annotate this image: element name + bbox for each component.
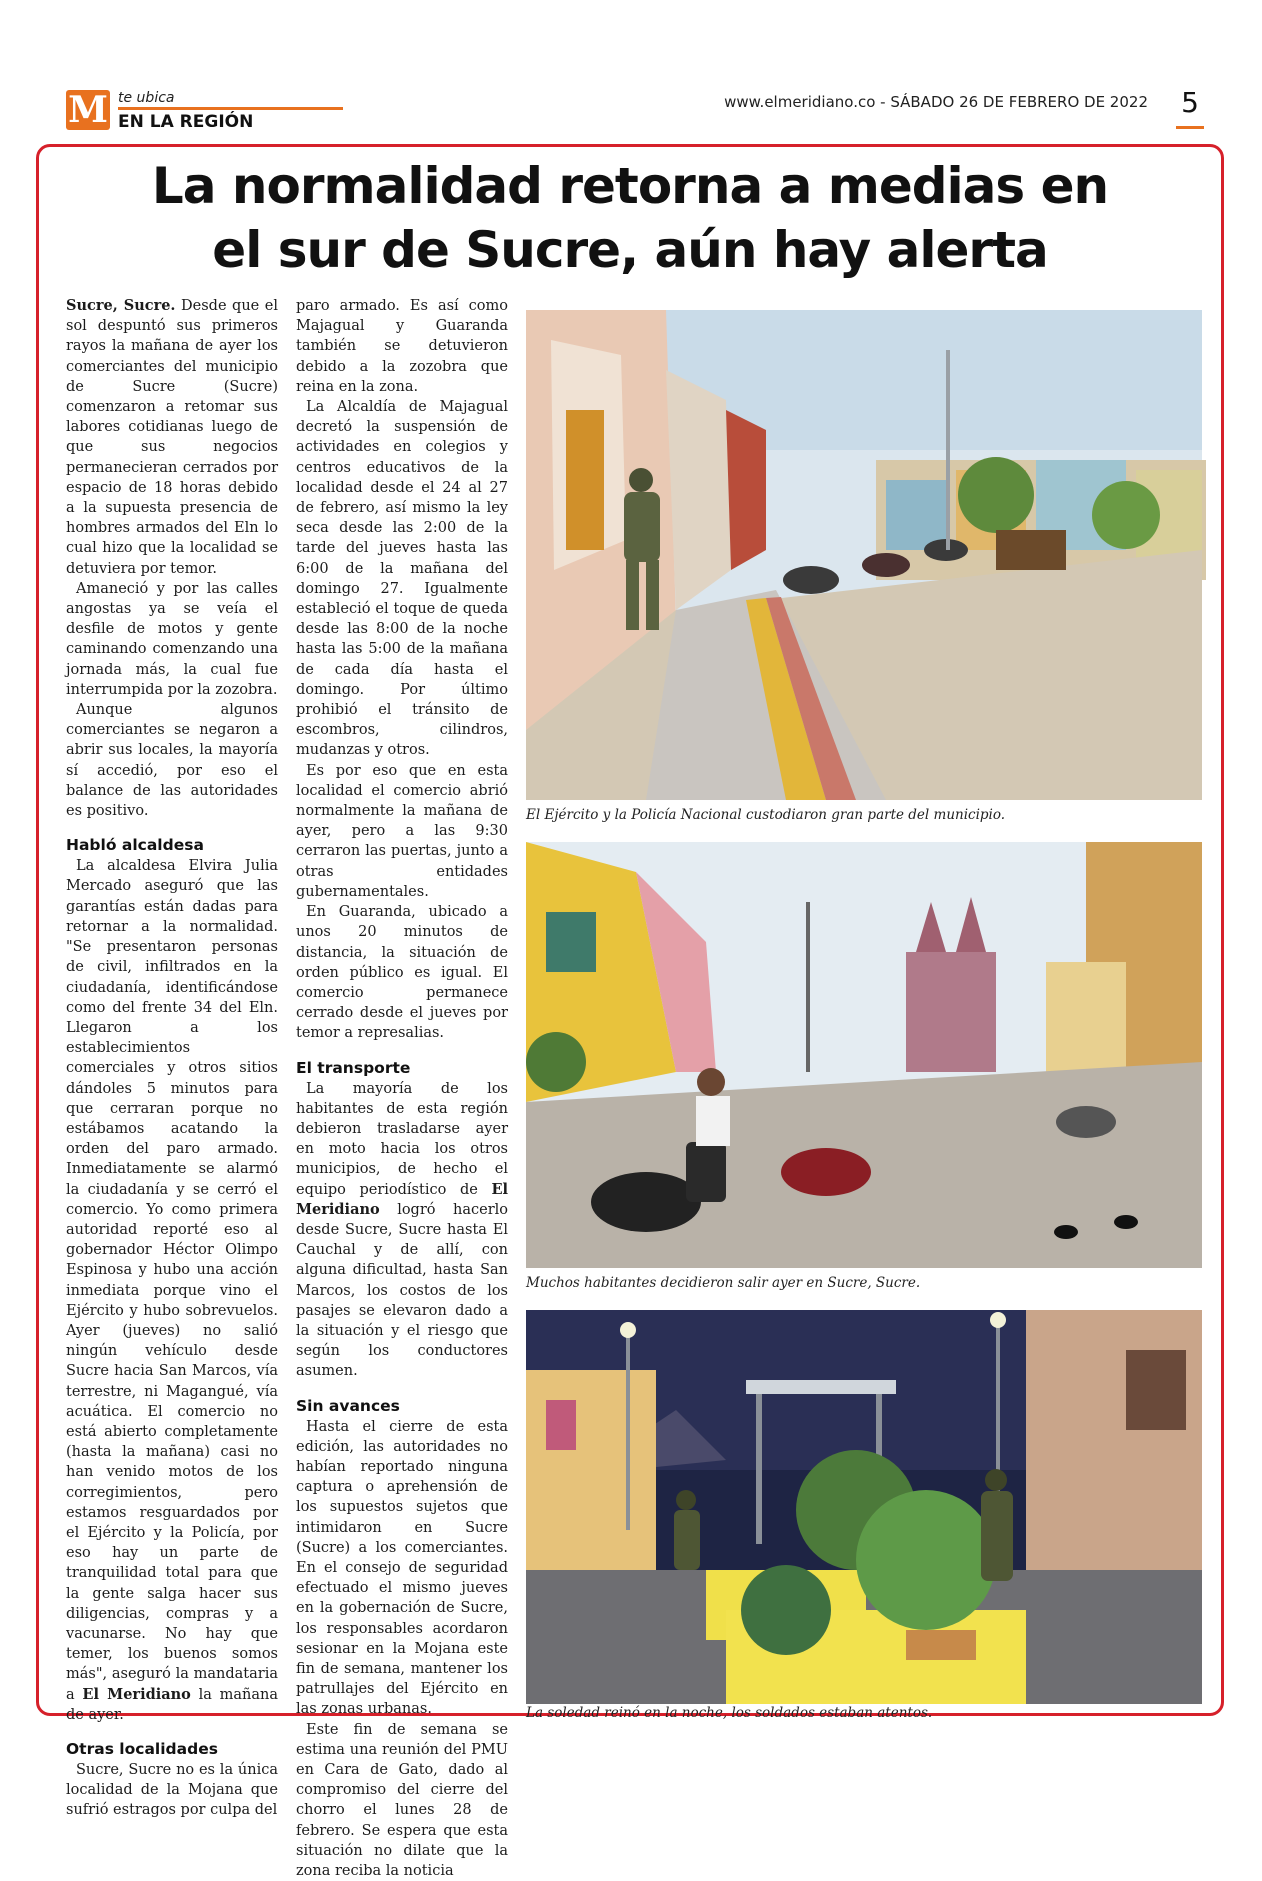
photo-motorcycles-plaza: [526, 842, 1202, 1268]
section-subtitle: te ubica: [118, 90, 175, 106]
dateline: www.elmeridiano.co - SÁBADO 26 DE FEBRERO DE 2022: [724, 93, 1148, 111]
paragraph: La alcaldesa Elvira Julia Mercado aseguró que las garantías están dadas para retornar a la normalidad. "Se presentaron personas de civil, infiltrados en la ciudadanía, identificándose como del frente 34 del Eln. Llegaron a los establecimientos comerciales y otros sitios dándoles 5 minutos para que cerraran porque no estábamos acatando la orden del paro armado. Inmediatamente se alarmó la ciudadanía y se cerró el comercio. Yo como primera autoridad reporté eso al gobernador Héctor Olimpo Espinosa y hubo una acción inmediata porque vino el Ejército y hubo sobrevuelos. Ayer (jueves) no salió ningún vehículo desde Sucre hacia San Marcos, vía terrestre, ni Magangué, vía acuática. El comercio no está abierto completamente (hasta la mañana) casi no han venido motos de los corregimientos, pero estamos resguardados por el Ejército y la Policía, por eso hay un parte de tranquilidad total para que la gente salga hacer sus diligencias, compras y a vacunarse. No hay que temer, los buenos somos más", aseguró la mandataria a El Meridiano la mañana de ayer.: [66, 858, 278, 1723]
photo-caption-1: El Ejército y la Policía Nacional custodiaron gran parte del municipio.: [526, 807, 1006, 823]
photo-caption-3: La soledad reinó en la noche, los soldados estaban atentos.: [526, 1705, 933, 1721]
newspaper-logo: [66, 90, 110, 130]
page-number-rule: [1176, 126, 1204, 129]
paragraph: Aunque algunos comerciantes se negaron a abrir sus locales, la mayoría sí accedió, por eso el balance de las autoridades es positivo.: [66, 702, 278, 820]
text-column-1: [66, 296, 278, 1819]
section-rule: [118, 107, 343, 110]
newspaper-name: El Meridiano: [296, 1180, 508, 1218]
paragraph: Sucre, Sucre. Desde que el sol despuntó sus primeros rayos la mañana de ayer los comerciantes del municipio de Sucre (Sucre) comenzaron a retomar sus labores cotidianas luego de que sus negocios permanecieran cerrados por espacio de 18 horas debido a la supuesta presencia de hombres armados del Eln lo cual hizo que la localidad se detuviera por temor.: [66, 297, 278, 577]
newspaper-name: El Meridiano: [82, 1685, 191, 1703]
paragraph: Amaneció y por las calles angostas ya se veía el desfile de motos y gente caminando comenzando una jornada más, la cual fue interrumpida por la zozobra.: [66, 580, 278, 698]
headline-line-1: La normalidad retorna a medias en: [151, 157, 1109, 215]
paragraph: Es por eso que en esta localidad el comercio abrió normalmente la mañana de ayer, pero a las 9:30 cerraron las puertas, junto a otras entidades gubernamentales.: [296, 762, 508, 900]
paragraph: La Alcaldía de Majagual decretó la suspensión de actividades en colegios y centros educativos de la localidad desde el 24 al 27 de febrero, así mismo la ley seca desde las 2:00 de la tarde del jueves hasta las 6:00 de la mañana del domingo 27. Igualmente estableció el toque de queda desde las 8:00 de la noche hasta las 5:00 de la mañana de cada día hasta el domingo. Por último prohibió el tránsito de escombros, cilindros, mudanzas y otros.: [296, 399, 508, 759]
photo-soldier-street: [526, 310, 1202, 800]
paragraph: paro armado. Es así como Majagual y Guaranda también se detuvieron debido a la zozobra que reina en la zona.: [296, 298, 508, 395]
photo-soldiers-night: [526, 1310, 1202, 1704]
subheading-alcaldesa: Habló alcaldesa: [66, 836, 204, 855]
photo-caption-2: Muchos habitantes decidieron salir ayer en Sucre, Sucre.: [526, 1275, 921, 1291]
text-column-2: [296, 296, 508, 1880]
logo-letter: M: [68, 89, 108, 131]
paragraph: La mayoría de los habitantes de esta región debieron trasladarse ayer en moto hacia los otros municipios, de hecho el equipo periodístico de El Meridiano logró hacerlo desde Sucre, Sucre hasta El Cauchal y de allí, con alguna dificultad, hasta San Marcos, los costos de los pasajes se elevaron dado a la situación y el riesgo que según los conductores asumen.: [296, 1080, 508, 1380]
section-name: EN LA REGIÓN: [118, 112, 254, 132]
headline-line-2: el sur de Sucre, aún hay alerta: [212, 221, 1048, 279]
paragraph: En Guaranda, ubicado a unos 20 minutos de distancia, la situación de orden público es igual. El comercio permanece cerrado desde el jueves por temor a represalias.: [296, 904, 508, 1042]
paragraph: Este fin de semana se estima una reunión del PMU en Cara de Gato, dado al compromiso del cierre del chorro el lunes 28 de febrero. Se espera que esta situación no dilate que la zona reciba la noticia: [296, 1721, 508, 1880]
subheading-transporte: El transporte: [296, 1058, 411, 1077]
headline: [60, 154, 1200, 282]
story-dateline: Sucre, Sucre.: [66, 297, 176, 314]
subheading-sin-avances: Sin avances: [296, 1396, 400, 1415]
paragraph: Sucre, Sucre no es la única localidad de la Mojana que sufrió estragos por culpa del: [66, 1762, 278, 1819]
page-number: 5: [1181, 86, 1199, 119]
subheading-otras-localidades: Otras localidades: [66, 1740, 218, 1759]
paragraph: Hasta el cierre de esta edición, las autoridades no habían reportado ninguna captura o aprehensión de los supuestos sujetos que intimidaron en Sucre (Sucre) a los comerciantes. En el consejo de seguridad efectuado el mismo jueves en la gobernación de Sucre, los responsables acordaron sesionar en la Mojana este fin de semana, mantener los patrullajes del Ejército en las zonas urbanas.: [296, 1418, 508, 1718]
